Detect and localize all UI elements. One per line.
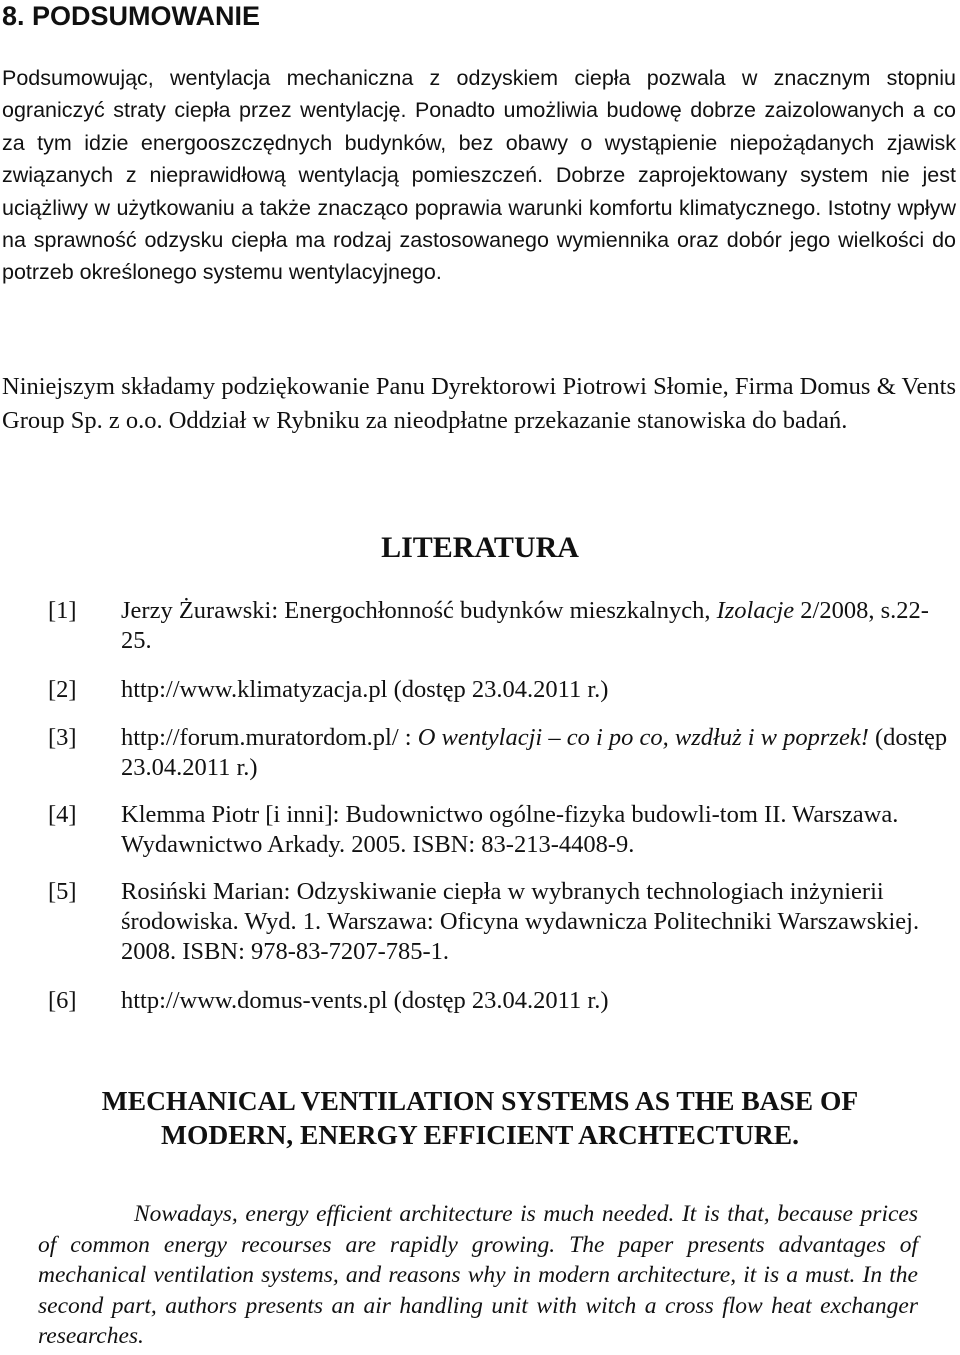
reference-text: Rosiński Marian: Odzyskiwanie ciepła w wybranych technologiach inżynierii środowiska. Wyd. 1. Warszawa: Oficyna wydawnicza Politechniki Warszawskiej. 2008. ISBN: 978-83-7207-785-1. — [121, 878, 920, 965]
reference-text — [121, 596, 958, 656]
reference-text — [121, 723, 958, 783]
reference-item — [48, 675, 958, 705]
reference-main[interactable]: http://www.domus-vents.pl (dostęp 23.04.2011 r.) — [121, 987, 609, 1014]
reference-number: [4] — [48, 801, 77, 828]
english-abstract: Nowadays, energy efficient architecture is much needed. It is that, because prices of common energy recourses are rapidly growing. The paper presents advantages of mechanical ventilation systems, and reasons why in modern architecture, it is a must. In the second part, authors presents an air handling unit with witch a cross flow heat exchanger researches. — [38, 1201, 918, 1350]
reference-text — [121, 986, 958, 1016]
summary-paragraph: Podsumowując, wentylacja mechaniczna z odzyskiem ciepła pozwala w znacznym stopniu ograniczyć straty ciepła przez wentylację. Ponadto umożliwia budowę dobrze zaizolowanych a co za tym idzie energooszczędnych budynków, bez obawy o wystąpienie niepożądanych zjawisk związanych z nieprawidłową wentylacją pomieszczeń. Dobrze zaprojektowany system nie jest uciążliwy w użytkowaniu a także znacząco poprawia warunki komfortu klimatycznego. Istotny wpływ na sprawność odzysku ciepła ma rodzaj zastosowanego wymiennika oraz dobór jego wielkości do potrzeb określonego systemu wentylacyjnego. — [2, 66, 956, 285]
reference-item — [48, 723, 958, 783]
reference-main[interactable]: http://forum.muratordom.pl/ : — [121, 724, 418, 751]
english-title-line: MECHANICAL VENTILATION SYSTEMS AS THE BASE OF — [101, 1085, 859, 1116]
reference-number: [6] — [48, 987, 77, 1014]
section-heading: 8. PODSUMOWANIE — [2, 1, 261, 31]
literature-heading: LITERATURA — [381, 531, 579, 564]
reference-number: [1] — [48, 597, 77, 624]
reference-item — [48, 800, 958, 860]
english-title-line: MODERN, ENERGY EFFICIENT ARCHTECTURE. — [161, 1119, 799, 1150]
reference-number: [5] — [48, 878, 77, 905]
reference-item — [48, 596, 958, 656]
reference-tail: (dostęp 23.04.2011 r.) — [121, 724, 948, 781]
reference-main: Jerzy Żurawski: Energochłonność budynków mieszkalnych, — [121, 597, 717, 624]
reference-number: [3] — [48, 724, 77, 751]
acknowledgement-paragraph: Niniejszym składamy podziękowanie Panu Dyrektorowi Piotrowi Słomie, Firma Domus & Vents Group Sp. z o.o. Oddział w Rybniku za nieodpłatne przekazanie stanowiska do badań. — [2, 373, 956, 434]
reference-italic: Izolacje — [716, 597, 795, 624]
reference-main[interactable]: http://www.klimatyzacja.pl (dostęp 23.04.2011 r.) — [121, 676, 609, 703]
reference-text: Klemma Piotr [i inni]: Budownictwo ogólne-fizyka budowli-tom II. Warszawa. Wydawnictwo Arkady. 2005. ISBN: 83-213-4408-9. — [121, 801, 899, 858]
reference-item — [48, 877, 958, 967]
reference-number: [2] — [48, 676, 77, 703]
english-title — [0, 1084, 960, 1152]
reference-text — [121, 675, 958, 705]
reference-italic: O wentylacji – co i po co, wzdłuż i w poprzek! — [417, 724, 869, 751]
reference-item — [48, 986, 958, 1016]
reference-tail: 2/2008, s.22-25. — [121, 597, 929, 654]
